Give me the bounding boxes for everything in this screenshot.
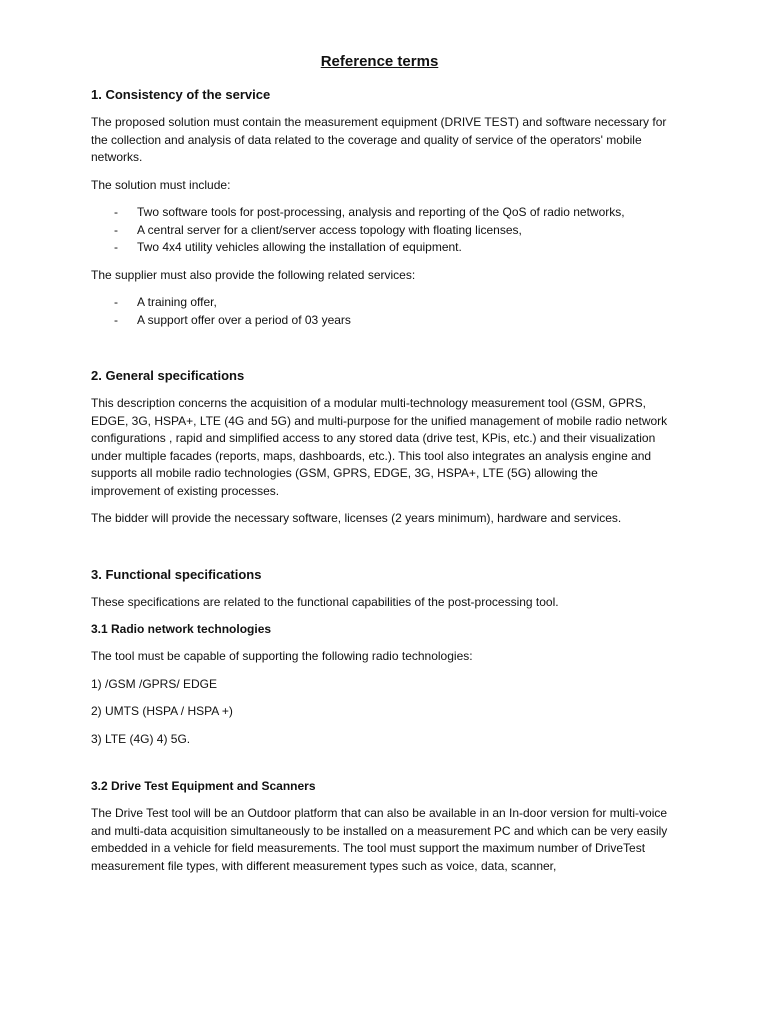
- section-1-list-2: [91, 294, 668, 329]
- spacer: [91, 758, 668, 778]
- technology-item-3: 3) LTE (4G) 4) 5G.: [91, 731, 191, 746]
- dash-bullet: -: [114, 295, 118, 309]
- document-title: Reference terms: [320, 53, 439, 70]
- section-3-heading: 3. Functional specifications: [91, 566, 262, 582]
- section-1-list-1: [91, 204, 668, 257]
- list-item: [91, 222, 668, 240]
- dash-bullet: -: [114, 240, 118, 254]
- list-item-text: Two 4x4 utility vehicles allowing the installation of equipment.: [137, 240, 462, 254]
- list-item: [91, 239, 668, 257]
- list-item-text: A support offer over a period of 03 years: [137, 312, 351, 327]
- list-item: [91, 312, 668, 330]
- list-item-text: A training offer,: [137, 295, 217, 309]
- section-2-paragraph-2: The bidder will provide the necessary software, licenses (2 years minimum), hardware and services.: [91, 511, 622, 525]
- technology-item-1: 1) /GSM /GPRS/ EDGE: [91, 676, 218, 691]
- subsection-3-2-heading: 3.2 Drive Test Equipment and Scanners: [91, 779, 316, 793]
- section-2-heading: 2. General specifications: [91, 368, 245, 383]
- spacer: [91, 538, 668, 566]
- list-item-text: A central server for a client/server access topology with floating licenses,: [137, 222, 522, 237]
- dash-bullet: -: [114, 312, 118, 327]
- dash-bullet: -: [114, 222, 118, 237]
- section-1-paragraph-2: The solution must include:: [91, 177, 231, 192]
- section-2-paragraph-1: This description concerns the acquisition of a modular multi-technology measurement tool (GSM, GPRS, EDGE, 3G, HSPA+, LTE (4G and 5G) and multi-purpose for the unified management of mobile radio network configurations , rapid and simplified access to any stored data (drive test, KPis, etc.) and their visualization under multiple facades (reports, maps, dashboards, etc.). This tool also integrates an analysis engine and supports all mobile radio technologies (GSM, GPRS, EDGE, 3G, HSPA+, LTE (5G) allowing the improvement of existing processes.: [91, 396, 668, 498]
- list-item: [91, 294, 668, 312]
- section-1-heading: 1. Consistency of the service: [91, 87, 271, 102]
- technology-item-2: 2) UMTS (HSPA / HSPA +): [91, 704, 233, 718]
- subsection-3-1-heading: 3.1 Radio network technologies: [91, 622, 272, 636]
- spacer: [91, 339, 668, 367]
- section-1-paragraph-1: The proposed solution must contain the measurement equipment (DRIVE TEST) and software necessary for the collection and analysis of data related to the coverage and quality of service of the operators' mobile networks.: [91, 115, 667, 164]
- subsection-3-2-paragraph-1: The Drive Test tool will be an Outdoor platform that can also be available in an In-door version for multi-voice and multi-data acquisition simultaneously to be installed on a measurement PC and which can be very easily embedded in a vehicle for field measurements. The tool must support the maximum number of DriveTest measurement file types, with different measurement types such as voice, data, scanner,: [91, 806, 668, 873]
- list-item: [91, 204, 668, 222]
- subsection-3-1-paragraph-1: The tool must be capable of supporting the following radio technologies:: [91, 649, 473, 663]
- list-item-text: Two software tools for post-processing, analysis and reporting of the QoS of radio networks,: [137, 205, 625, 219]
- section-3-paragraph-1: These specifications are related to the functional capabilities of the post-processing tool.: [91, 594, 559, 609]
- dash-bullet: -: [114, 205, 118, 219]
- section-1-paragraph-3: The supplier must also provide the following related services:: [91, 267, 416, 282]
